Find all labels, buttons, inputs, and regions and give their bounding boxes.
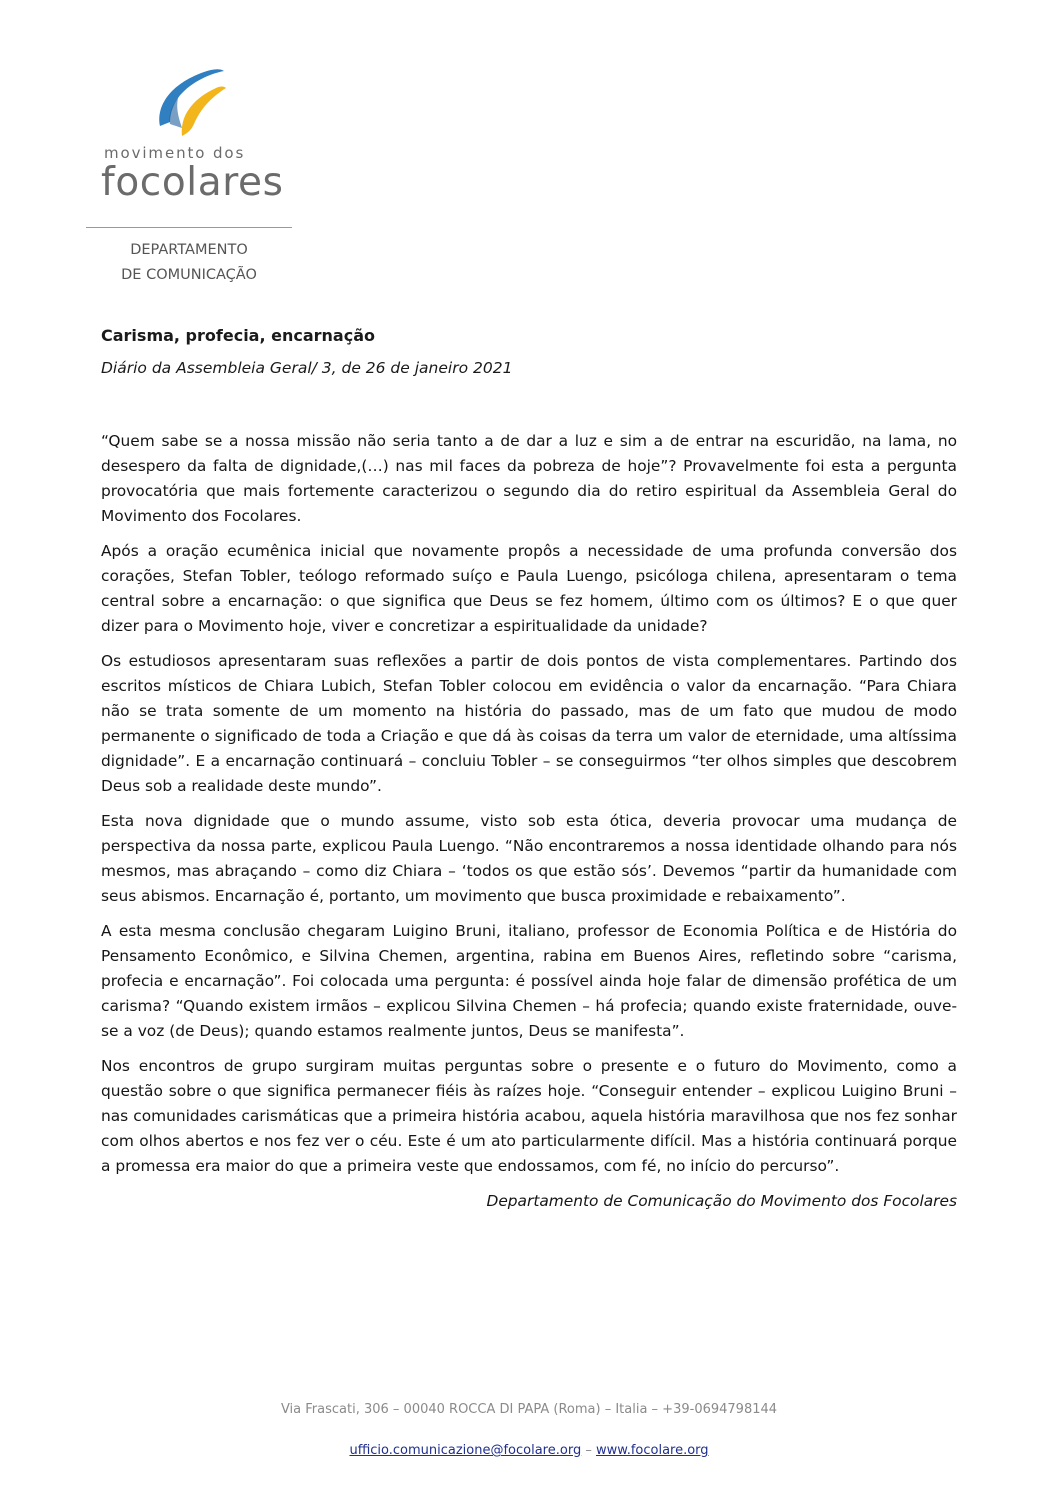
email-link[interactable]: ufficio.comunicazione@focolare.org <box>349 1443 582 1458</box>
footer-links <box>0 1443 1058 1458</box>
footer-address: Via Frascati, 306 – 00040 ROCCA DI PAPA (Roma) – Italia – +39-0694798144 <box>280 1402 778 1417</box>
website-link[interactable]: www.focolare.org <box>595 1443 709 1458</box>
department-label <box>86 238 292 288</box>
article-body <box>101 429 957 1214</box>
logo-subtitle: movimento dos <box>104 144 246 162</box>
paragraph-5: A esta mesma conclusão chegaram Luigino Bruni, italiano, professor de Economia Política e de História do Pensamento Econômico, e Silvina Chemen, argentina, rabina em Buenos Aires, refletindo sobre “carisma, profecia e encarnação”. Foi colocada uma pergunta: é possível ainda hoje falar de dimensão profética de um carisma? “Quando existem irmãos – explicou Silvina Chemen – há profecia; quando existe fraternidade, ouve-se a voz (de Deus); quando estamos realmente juntos, Deus se manifesta”. <box>101 922 957 1040</box>
paragraph-4: Esta nova dignidade que o mundo assume, visto sob esta ótica, deveria provocar uma mudança de perspectiva da nossa parte, explicou Paula Luengo. “Não encontraremos a nossa identidade olhando para nós mesmos, mas abraçando – como diz Chiara – ‘todos os que estão sós’. Devemos “partir da humanidade com seus abismos. Encarnação é, portanto, um movimento que busca proximidade e rebaixamento”. <box>101 812 957 905</box>
article-title: Carisma, profecia, encarnação <box>101 326 375 345</box>
paragraph-1: “Quem sabe se a nossa missão não seria tanto a de dar a luz e sim a de entrar na escuridão, na lama, no desespero da falta de dignidade,(…) nas mil faces da pobreza de hoje”? Provavelmente foi esta a pergunta provocatória que mais fortemente caracterizou o segundo dia do retiro espiritual da Assembleia Geral do Movimento dos Focolares. <box>101 432 957 525</box>
header-divider <box>86 227 292 228</box>
department-line-1: DEPARTAMENTO <box>130 242 248 258</box>
paragraph-2: Após a oração ecumênica inicial que novamente propôs a necessidade de uma profunda conversão dos corações, Stefan Tobler, teólogo reformado suíço e Paula Luengo, psicóloga chilena, apresentaram o tema central sobre a encarnação: o que significa que Deus se fez homem, último com os últimos? E o que quer dizer para o Movimento hoje, viver e concretizar a espiritualidade da unidade? <box>101 542 957 635</box>
article-subtitle: Diário da Assembleia Geral/ 3, de 26 de janeiro 2021 <box>101 359 513 377</box>
paragraph-3: Os estudiosos apresentaram suas reflexões a partir de dois pontos de vista complementares. Partindo dos escritos místicos de Chiara Lubich, Stefan Tobler colocou em evidência o valor da encarnação. “Para Chiara não se trata somente de um momento na história do passado, mas de um fato que mudou de modo permanente o significado de toda a Criação e que dá às coisas da terra um valor de eternidade, uma altíssima dignidade”. E a encarnação continuará – concluiu Tobler – se conseguirmos “ter olhos simples que descobrem Deus sob a realidade deste mundo”. <box>101 652 957 795</box>
department-line-2: DE COMUNICAÇÃO <box>121 267 257 283</box>
signature: Departamento de Comunicação do Movimento dos Focolares <box>486 1192 957 1210</box>
paragraph-6: Nos encontros de grupo surgiram muitas perguntas sobre o presente e o futuro do Movimento, como a questão sobre o que significa permanecer fiéis às raízes hoje. “Conseguir entender – explicou Luigino Bruni – nas comunidades carismáticas que a primeira história acabou, aquela história maravilhosa que nos fez sonhar com olhos abertos e nos fez ver o céu. Este é um ato particularmente difícil. Mas a história continuará porque a promessa era maior do que a primeira veste que endossamos, com fé, no início do percurso”. <box>101 1057 957 1175</box>
logo-wordmark: focolares <box>101 160 284 205</box>
focolare-logo-icon <box>148 66 228 138</box>
footer-separator: – <box>585 1443 592 1458</box>
